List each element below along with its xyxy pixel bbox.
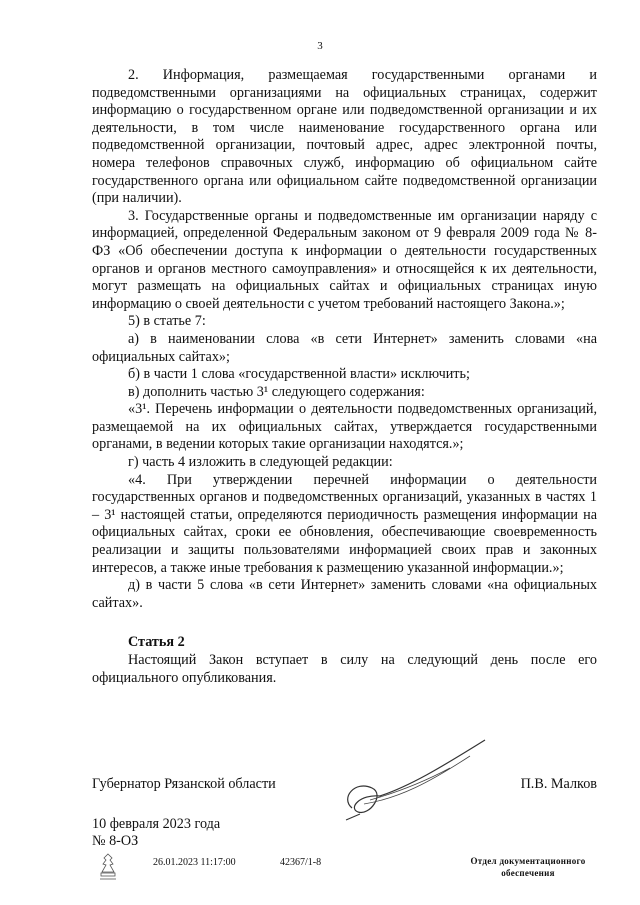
law-number: № 8-ОЗ — [92, 833, 139, 849]
footer-department: Отдел документационного обеспечения — [470, 856, 586, 878]
signer-name: П.В. Малков — [520, 776, 597, 792]
coat-of-arms-icon — [98, 852, 118, 882]
footer-reg-number: 42367/1-8 — [280, 857, 322, 868]
paragraph: «3¹. Перечень информации о деятельности подведомственных организаций, размещаемой на их официальных сайтах, утверждается государственными органами, в ведении которых такие организации находятся.»; — [92, 401, 597, 453]
paragraph: г) часть 4 изложить в следующей редакции: — [128, 454, 393, 471]
signer-position: Губернатор Рязанской области — [92, 776, 276, 792]
handwritten-signature — [300, 738, 500, 828]
law-date: 10 февраля 2023 года — [92, 816, 221, 832]
paragraph: 3. Государственные органы и подведомственные им организации наряду с информацией, определенной Федеральным законом от 9 февраля 2009 года № 8-ФЗ «Об обеспечении доступа к информации о деятельности государственных органов и органов местного самоуправления» и относящейся к их деятельности, могут размещать на официальных сайтах и официальных страницах иную информацию о своей деятельности с учетом требований настоящего Закона.»; — [92, 207, 597, 312]
article-text: Настоящий Закон вступает в силу на следующий день после его официального опубликования. — [92, 652, 597, 686]
article-title: Статья 2 — [128, 634, 185, 651]
paragraph: 5) в статье 7: — [128, 313, 206, 330]
document-body — [92, 67, 597, 687]
page-number: 3 — [317, 40, 323, 52]
paragraph: в) дополнить частью 3¹ следующего содержания: — [128, 383, 425, 400]
paragraph: д) в части 5 слова «в сети Интернет» заменить словами «на официальных сайтах». — [92, 577, 597, 611]
law-date-block — [92, 816, 220, 850]
paragraph: а) в наименовании слова «в сети Интернет» заменить словами «на официальных сайтах»; — [92, 330, 597, 365]
paragraph: б) в части 1 слова «государственной власти» исключить; — [128, 366, 470, 383]
paragraph: 2. Информация, размещаемая государственными органами и подведомственными организациями на официальных страницах, содержит информацию о государственном органе или подведомственной организации и их деятельности, в том числе наименование государственного органа или подведомственной организации, почтовый адрес, адрес электронной почты, номера телефонов справочных служб, информацию об официальном сайте государственного органа или официальном сайте подведомственной организации (при наличии). — [92, 67, 597, 207]
paragraph: «4. При утверждении перечней информации о деятельности государственных органов и подведомственных организаций, указанных в частях 1 – 3¹ настоящей статьи, определяются периодичность размещения информации на официальных сайтах, сроки ее обновления, обеспечивающие своевременность реализации и защиты пользователями информацией своих прав и законных интересов, а также иные требования к размещению указанной информации.»; — [92, 471, 597, 576]
footer-timestamp: 26.01.2023 11:17:00 — [153, 857, 236, 868]
